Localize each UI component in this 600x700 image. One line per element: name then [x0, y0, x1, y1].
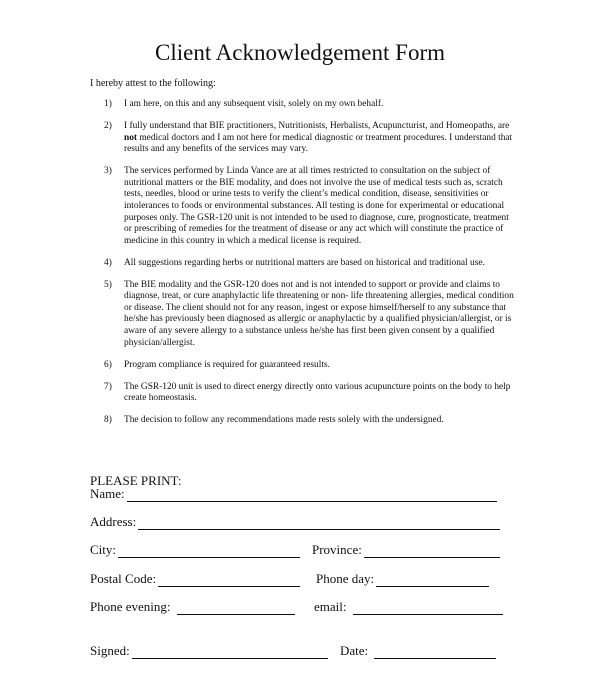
item-number: 4): [104, 257, 112, 268]
email-field[interactable]: [314, 599, 503, 615]
date-field[interactable]: [340, 643, 496, 659]
item-number: 8): [104, 415, 112, 426]
phone-evening-input-line[interactable]: [177, 602, 295, 615]
province-field[interactable]: [312, 542, 500, 558]
item-number: 2): [104, 120, 112, 131]
list-item: [104, 360, 514, 372]
item-text: All suggestions regarding herbs or nutritional matters are based on historical and traditional use.: [124, 257, 485, 268]
item-text: The decision to follow any recommendations made rests solely with the undersigned.: [124, 415, 444, 426]
list-item: [104, 121, 514, 156]
item-text-bold: not: [124, 132, 138, 143]
email-label: email:: [314, 599, 347, 614]
item-number: 1): [104, 99, 112, 109]
list-item: [104, 280, 514, 350]
postal-code-label: Postal Code:: [90, 571, 157, 586]
city-label: City:: [90, 542, 117, 557]
phone-day-input-line[interactable]: [376, 574, 489, 587]
item-number: 7): [104, 381, 112, 392]
list-item: [104, 99, 514, 111]
name-field[interactable]: [90, 486, 497, 502]
signed-field[interactable]: [90, 643, 328, 659]
attestation-list: [104, 99, 514, 437]
signature-input-line[interactable]: [132, 646, 328, 659]
postal-code-field[interactable]: [90, 571, 300, 587]
item-text: I am here, on this and any subsequent visit, solely on my own behalf.: [124, 99, 384, 109]
list-item: [104, 415, 514, 427]
item-text-before: I fully understand that BIE practitioners, Nutritionists, Herbalists, Acupuncturist, and Homeopaths, are: [124, 120, 510, 131]
item-number: 3): [104, 166, 112, 177]
city-field[interactable]: [90, 542, 300, 558]
date-label: Date:: [340, 643, 369, 658]
list-item: [104, 166, 514, 247]
postal-code-input-line[interactable]: [158, 574, 300, 587]
print-heading: PLEASE PRINT:: [90, 473, 182, 488]
intro-text: I hereby attest to the following:: [90, 78, 216, 89]
phone-day-field[interactable]: [316, 571, 489, 587]
province-label: Province:: [312, 542, 362, 557]
item-text: Program compliance is required for guaranteed results.: [124, 359, 330, 370]
item-text-after: medical doctors and I am not here for medical diagnostic or treatment procedures. I understand that results and any benefits of the services may vary.: [124, 132, 513, 155]
address-field[interactable]: [90, 514, 500, 530]
list-item: [104, 382, 514, 405]
phone-day-label: Phone day:: [316, 571, 375, 586]
email-input-line[interactable]: [353, 602, 503, 615]
name-label: Name:: [90, 486, 125, 501]
list-item: [104, 258, 514, 270]
signed-label: Signed:: [90, 643, 130, 658]
item-number: 5): [104, 279, 112, 290]
name-input-line[interactable]: [127, 489, 497, 502]
phone-evening-field[interactable]: [90, 599, 295, 615]
form-title: Client Acknowledgement Form: [154, 40, 445, 65]
item-text: The BIE modality and the GSR-120 does not and is not intended to support or provide and claims to diagnose, treat, or cure anaphylactic life threatening or non- life threatening allergies, medical condition or disease. The client should not for any reason, ingest or expose himself/herself to any substance that he/she has previously been diagnosed as allergic or anaphylactic by a qualified physician/allergist, or is aware of any severe allergy to a substance unless he/she has first been given consent by a qualified physician/allergist.: [124, 279, 514, 348]
date-input-line[interactable]: [374, 646, 496, 659]
item-number: 6): [104, 359, 112, 370]
province-input-line[interactable]: [364, 545, 500, 558]
item-text: The GSR-120 unit is used to direct energy directly onto various acupuncture points on the body to help create homeostasis.: [124, 381, 511, 404]
city-input-line[interactable]: [118, 545, 300, 558]
item-text: The services performed by Linda Vance are at all times restricted to consultation on the subject of nutritional matters or the BIE modality, and does not involve the use of medical tests such as, scratch tests, needles, blood or urine tests to verify the client’s medical condition, disease, sensitivities or intolerances to foods or environmental substances. All testing is done for experimental or educational purposes only. The GSR-120 unit is not intended to be used to diagnose, cure, prognosticate, treatment or prescribing of remedies for the treatment of disease or any act which will constitute the practice of medicine in this country in which a medical license is required.: [124, 166, 509, 246]
phone-evening-label: Phone evening:: [90, 599, 171, 614]
address-label: Address:: [90, 514, 137, 529]
address-input-line[interactable]: [138, 517, 500, 530]
